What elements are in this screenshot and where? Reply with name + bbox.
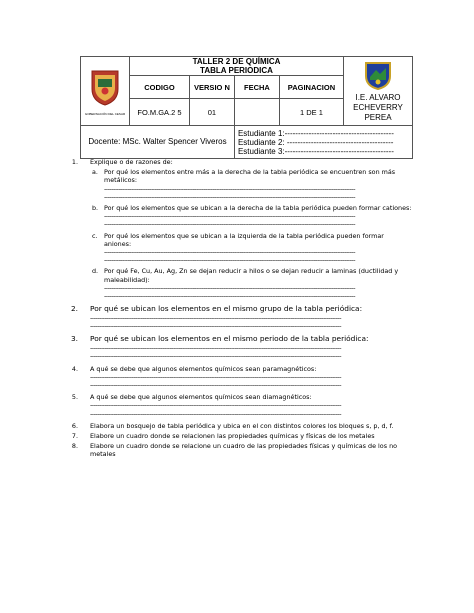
question-text: Por qué los elementos entre más a la derecha de la tabla periódica se encuentren son más metálicos: bbox=[104, 168, 396, 185]
student-2-field: Estudiante 2: ---------------------------------------- bbox=[237, 137, 394, 147]
col-header-version: VERSIO N bbox=[189, 76, 234, 99]
question-number: 5. bbox=[71, 393, 78, 402]
question-2 bbox=[64, 304, 412, 314]
students-cell bbox=[234, 126, 412, 159]
question-text: Por qué los elementos que se ubican a la izquierda de la tabla periódica pueden formar aniones: bbox=[104, 231, 384, 248]
question-text: Por qué se ubican los elementos en el mismo grupo de la tabla periódica: bbox=[90, 304, 363, 314]
student-3-field: Estudiante 3:----------------------------------------- bbox=[237, 146, 394, 156]
answer-line: ------------------------------------------------------------------------------------------------------------------------------------------- bbox=[90, 352, 342, 361]
institution-name-line3: PEREA bbox=[364, 112, 392, 122]
answer-line: ------------------------------------------------------------------------------------------------------------------------------------------- bbox=[104, 220, 356, 229]
question-text: Explique o de razones de: bbox=[90, 158, 173, 166]
answer-line: ------------------------------------------------------------------------------------------------------------------------------------------- bbox=[104, 212, 356, 221]
header-table bbox=[80, 56, 413, 159]
question-number: 3. bbox=[70, 334, 78, 344]
institution-shield-icon bbox=[363, 60, 393, 90]
question-number: 7. bbox=[71, 432, 78, 441]
answer-line: ------------------------------------------------------------------------------------------------------------------------------------------- bbox=[104, 292, 356, 301]
question-1b bbox=[64, 204, 412, 229]
question-number: 4. bbox=[71, 364, 78, 373]
question-8 bbox=[64, 442, 412, 458]
answer-line: ------------------------------------------------------------------------------------------------------------------------------------------- bbox=[90, 322, 342, 331]
answer-line: ------------------------------------------------------------------------------------------------------------------------------------------- bbox=[90, 409, 342, 418]
question-text: Elabora un bosquejo de tabla periódica y ubica en el con distintos colores los bloques s, p, d, f. bbox=[90, 421, 394, 430]
left-logo-cell bbox=[81, 57, 130, 126]
sub-label: b. bbox=[92, 204, 99, 213]
answer-line: ------------------------------------------------------------------------------------------------------------------------------------------- bbox=[104, 248, 356, 257]
question-1a bbox=[64, 168, 412, 201]
answer-line: ------------------------------------------------------------------------------------------------------------------------------------------- bbox=[104, 184, 356, 193]
answer-line: ------------------------------------------------------------------------------------------------------------------------------------------- bbox=[104, 256, 356, 265]
col-header-fecha: FECHA bbox=[234, 76, 279, 99]
col-header-codigo: CODIGO bbox=[130, 76, 190, 99]
question-text: Por qué Fe, Cu, Au, Ag, Zn se dejan reducir a hilos o se dejan reducir a laminas (ductilidad y maleabilidad): bbox=[104, 267, 399, 284]
right-logo-cell bbox=[344, 57, 413, 126]
gobernacion-cesar-seal-icon bbox=[88, 67, 122, 107]
question-6 bbox=[64, 422, 412, 430]
answer-line: ------------------------------------------------------------------------------------------------------------------------------------------- bbox=[90, 401, 342, 410]
question-number: 1. bbox=[71, 158, 78, 166]
question-4 bbox=[64, 365, 412, 373]
question-text: A qué se debe que algunos elementos químicos sean paramagnéticos: bbox=[90, 364, 317, 373]
question-text: Elabore un cuadro donde se relacione un cuadro de las propiedades físicas y químicas de los no metales bbox=[90, 442, 398, 459]
sub-label: a. bbox=[92, 168, 98, 177]
question-number: 8. bbox=[71, 442, 78, 451]
question-text: Por qué se ubican los elementos en el mismo periodo de la tabla periódica: bbox=[90, 334, 369, 344]
title-line2: TABLA PERIODICA bbox=[200, 66, 273, 75]
answer-line: ------------------------------------------------------------------------------------------------------------------------------------------- bbox=[104, 192, 356, 201]
question-5 bbox=[64, 393, 412, 401]
institution-name-line1: I.E. ALVARO bbox=[355, 92, 401, 102]
value-version: 01 bbox=[189, 99, 234, 126]
question-number: 2. bbox=[70, 304, 78, 314]
sub-label: d. bbox=[92, 267, 99, 276]
question-number: 6. bbox=[71, 421, 78, 430]
value-fecha bbox=[234, 99, 279, 126]
sub-label: c. bbox=[92, 231, 98, 240]
title-line1: TALLER 2 DE QUÍMICA bbox=[192, 57, 281, 66]
institution-name-line2: ECHEVERRY bbox=[353, 102, 403, 112]
answer-line: ------------------------------------------------------------------------------------------------------------------------------------------- bbox=[90, 381, 342, 390]
docente-cell: Docente: MSc. Walter Spencer Viveros bbox=[81, 126, 235, 159]
question-text: Elabore un cuadro donde se relacionen las propiedades químicas y físicas de los metales bbox=[90, 432, 375, 441]
question-7 bbox=[64, 432, 412, 440]
answer-line: ------------------------------------------------------------------------------------------------------------------------------------------- bbox=[104, 283, 356, 292]
answer-line: ------------------------------------------------------------------------------------------------------------------------------------------- bbox=[90, 314, 342, 323]
question-1 bbox=[64, 158, 412, 166]
question-3 bbox=[64, 334, 412, 344]
value-codigo: FO.M.GA.2 5 bbox=[130, 99, 190, 126]
question-text: A qué se debe que algunos elementos químicos sean diamagnéticos: bbox=[90, 393, 312, 402]
col-header-paginacion: PAGINACION bbox=[279, 76, 343, 99]
value-paginacion: 1 DE 1 bbox=[279, 99, 343, 126]
title-cell bbox=[130, 57, 344, 76]
answer-line: ------------------------------------------------------------------------------------------------------------------------------------------- bbox=[90, 372, 342, 381]
answer-line: ------------------------------------------------------------------------------------------------------------------------------------------- bbox=[90, 344, 342, 353]
left-logo-caption: GOBERNACIÓN DEL CESAR bbox=[84, 111, 126, 116]
student-1-field: Estudiante 1:----------------------------------------- bbox=[237, 128, 394, 138]
question-1c bbox=[64, 232, 412, 265]
question-1d bbox=[64, 267, 412, 300]
questions-list bbox=[64, 158, 412, 459]
question-text: Por qué los elementos que se ubican a la derecha de la tabla periódica pueden formar cationes: bbox=[104, 204, 412, 213]
